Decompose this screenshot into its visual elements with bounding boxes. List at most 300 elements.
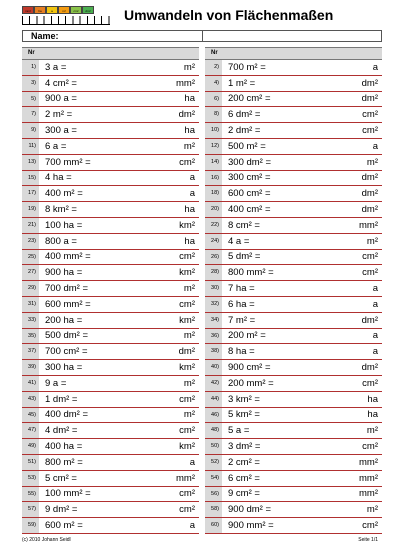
exercise-question: 500 dm² =: [45, 330, 89, 342]
exercise-number: 41): [22, 376, 39, 391]
exercise-row: [22, 186, 199, 202]
exercise-row: [22, 471, 199, 487]
exercise-question: 8 km² =: [45, 204, 77, 216]
exercise-number: 33): [22, 313, 39, 328]
target-unit: a: [372, 346, 378, 358]
exercise-row: [205, 297, 382, 313]
exercise-answer-area[interactable]: [222, 439, 382, 454]
exercise-number: 49): [22, 439, 39, 454]
exercise-answer-area[interactable]: [222, 76, 382, 91]
exercise-row: [22, 423, 199, 439]
exercise-question: 9 cm² =: [228, 488, 260, 500]
target-unit: km²: [179, 314, 195, 326]
exercise-number: 14): [205, 155, 222, 170]
exercise-answer-area[interactable]: [39, 518, 199, 533]
exercise-question: 800 mm² =: [228, 267, 274, 279]
exercise-number: 23): [22, 234, 39, 249]
exercise-question: 200 m² =: [228, 330, 266, 342]
exercise-number: 8): [205, 107, 222, 122]
exercise-answer-area[interactable]: [222, 60, 382, 75]
exercise-row: [205, 265, 382, 281]
exercise-number: 6): [205, 92, 222, 107]
exercise-row: [205, 518, 382, 534]
exercise-row: [22, 155, 199, 171]
exercise-question: 800 a =: [45, 235, 77, 247]
exercise-answer-area[interactable]: [39, 265, 199, 280]
target-unit: ha: [184, 93, 195, 105]
exercise-number: 12): [205, 139, 222, 154]
exercise-answer-area[interactable]: [39, 92, 199, 107]
exercise-number: 50): [205, 439, 222, 454]
exercise-answer-area[interactable]: [222, 455, 382, 470]
exercise-row: [205, 487, 382, 503]
exercise-question: 900 a =: [45, 93, 77, 105]
exercise-answer-area[interactable]: [222, 313, 382, 328]
target-unit: cm²: [179, 156, 195, 168]
target-unit: a: [189, 520, 195, 531]
exercise-answer-area[interactable]: [39, 155, 199, 170]
target-unit: ha: [184, 204, 195, 216]
target-unit: m²: [366, 504, 378, 516]
exercise-number: 54): [205, 471, 222, 486]
exercise-number: 45): [22, 408, 39, 423]
exercise-row: [205, 139, 382, 155]
exercise-question: 200 mm² =: [228, 377, 274, 389]
exercise-row: [205, 376, 382, 392]
tick-ruler: [22, 16, 110, 25]
exercise-number: 22): [205, 218, 222, 233]
exercise-answer-area[interactable]: [39, 392, 199, 407]
unit-scale-cell: mm²: [22, 6, 34, 14]
exercise-number: 47): [22, 423, 39, 438]
exercise-answer-area[interactable]: [222, 344, 382, 359]
exercise-question: 3 dm² =: [228, 441, 261, 453]
exercise-question: 4 dm² =: [45, 425, 78, 437]
exercise-row: [22, 281, 199, 297]
exercise-question: 500 m² =: [228, 140, 266, 152]
exercise-row: [205, 471, 382, 487]
exercise-answer-area[interactable]: [39, 281, 199, 296]
exercise-number: 24): [205, 234, 222, 249]
target-unit: cm²: [362, 125, 378, 137]
exercise-number: 35): [22, 329, 39, 344]
exercise-row: [22, 60, 199, 76]
exercise-answer-area[interactable]: [39, 502, 199, 517]
exercise-question: 700 cm² =: [45, 346, 88, 358]
exercise-question: 700 dm² =: [45, 283, 89, 295]
exercise-answer-area[interactable]: [39, 107, 199, 122]
exercise-question: 900 dm² =: [228, 504, 272, 516]
target-unit: a: [189, 188, 195, 200]
exercise-row: [22, 250, 199, 266]
exercise-question: 100 mm² =: [45, 488, 91, 500]
unit-scale-cell: m²: [58, 6, 70, 14]
target-unit: ha: [367, 409, 378, 421]
exercise-question: 200 ha =: [45, 314, 83, 326]
exercise-question: 900 mm² =: [228, 520, 274, 531]
exercise-question: 400 m² =: [45, 188, 83, 200]
exercise-row: [205, 123, 382, 139]
exercise-answer-area[interactable]: [222, 329, 382, 344]
target-unit: km²: [179, 441, 195, 453]
exercise-answer-area[interactable]: [222, 265, 382, 280]
target-unit: dm²: [361, 172, 378, 184]
unit-scale-cell: dm²: [82, 6, 94, 14]
exercise-answer-area[interactable]: [222, 107, 382, 122]
exercise-row: [22, 171, 199, 187]
exercise-row: [205, 107, 382, 123]
exercise-number: 30): [205, 281, 222, 296]
target-unit: ha: [367, 393, 378, 405]
exercise-answer-area[interactable]: [222, 281, 382, 296]
target-unit: a: [189, 172, 195, 184]
exercise-row: [22, 297, 199, 313]
exercise-answer-area[interactable]: [222, 408, 382, 423]
exercise-number: 21): [22, 218, 39, 233]
exercise-answer-area[interactable]: [39, 329, 199, 344]
target-unit: cm²: [179, 504, 195, 516]
exercise-answer-area[interactable]: [39, 471, 199, 486]
exercise-answer-area[interactable]: [222, 297, 382, 312]
target-unit: m²: [183, 330, 195, 342]
exercise-row: [22, 313, 199, 329]
exercise-question: 2 dm² =: [228, 125, 261, 137]
name-field[interactable]: [203, 31, 381, 41]
exercise-answer-area[interactable]: [39, 297, 199, 312]
exercise-number: 15): [22, 171, 39, 186]
exercise-row: [205, 408, 382, 424]
target-unit: a: [372, 283, 378, 295]
exercise-row: [22, 439, 199, 455]
exercise-number: 7): [22, 107, 39, 122]
exercise-answer-area[interactable]: [39, 123, 199, 138]
exercise-row: [205, 202, 382, 218]
exercise-question: 9 dm² =: [45, 504, 78, 516]
exercise-row: [205, 344, 382, 360]
exercise-number: 32): [205, 297, 222, 312]
exercise-number: 3): [22, 76, 39, 91]
exercise-answer-area[interactable]: [39, 360, 199, 375]
target-unit: cm²: [179, 298, 195, 310]
exercise-row: [205, 329, 382, 345]
target-unit: dm²: [361, 362, 378, 374]
target-unit: mm²: [359, 219, 378, 231]
exercise-answer-area[interactable]: [39, 344, 199, 359]
exercise-question: 900 ha =: [45, 267, 83, 279]
exercise-answer-area[interactable]: [222, 423, 382, 438]
target-unit: m²: [183, 140, 195, 152]
exercise-question: 7 m² =: [228, 314, 256, 326]
exercise-question: 3 km² =: [228, 393, 260, 405]
target-unit: ha: [184, 235, 195, 247]
target-unit: m²: [366, 425, 378, 437]
target-unit: mm²: [176, 472, 195, 484]
exercise-question: 2 m² =: [45, 109, 73, 121]
target-unit: mm²: [176, 77, 195, 89]
exercise-row: [22, 487, 199, 503]
exercise-answer-area[interactable]: [222, 186, 382, 201]
exercise-number: 40): [205, 360, 222, 375]
target-unit: m²: [183, 283, 195, 295]
exercise-row: [22, 139, 199, 155]
exercise-question: 8 ha =: [228, 346, 255, 358]
target-unit: cm²: [362, 109, 378, 121]
exercise-number: 57): [22, 502, 39, 517]
target-unit: cm²: [179, 251, 195, 263]
exercise-number: 20): [205, 202, 222, 217]
exercise-row: [22, 107, 199, 123]
exercise-question: 900 cm² =: [228, 362, 271, 374]
exercise-row: [205, 218, 382, 234]
exercise-answer-area[interactable]: [222, 155, 382, 170]
exercise-question: 100 ha =: [45, 219, 83, 231]
target-unit: cm²: [179, 488, 195, 500]
exercise-question: 6 a =: [45, 140, 67, 152]
exercise-row: [205, 423, 382, 439]
exercise-number: 29): [22, 281, 39, 296]
exercise-question: 4 a =: [228, 235, 250, 247]
target-unit: dm²: [361, 314, 378, 326]
exercise-number: 52): [205, 455, 222, 470]
exercise-number: 48): [205, 423, 222, 438]
exercise-answer-area[interactable]: [222, 360, 382, 375]
exercise-row: [22, 234, 199, 250]
exercise-question: 400 dm² =: [45, 409, 89, 421]
exercise-row: [22, 408, 199, 424]
exercise-number: 17): [22, 186, 39, 201]
target-unit: ha: [184, 125, 195, 137]
exercise-question: 6 cm² =: [228, 472, 260, 484]
exercise-number: 27): [22, 265, 39, 280]
exercise-row: [22, 502, 199, 518]
column-header: Nr: [22, 48, 199, 60]
exercise-number: 59): [22, 518, 39, 533]
column-header: Nr: [205, 48, 382, 60]
exercise-number: 16): [205, 171, 222, 186]
exercise-row: [205, 455, 382, 471]
exercise-row: [205, 392, 382, 408]
target-unit: a: [372, 330, 378, 342]
exercise-row: [205, 360, 382, 376]
target-unit: cm²: [362, 251, 378, 263]
exercise-number: 25): [22, 250, 39, 265]
exercise-answer-area[interactable]: [39, 234, 199, 249]
exercise-number: 9): [22, 123, 39, 138]
unit-scale-cell: a: [46, 6, 58, 14]
exercise-answer-area[interactable]: [39, 487, 199, 502]
exercise-question: 300 ha =: [45, 362, 83, 374]
exercise-number: 36): [205, 329, 222, 344]
target-unit: m²: [183, 377, 195, 389]
exercise-row: [22, 455, 199, 471]
target-unit: a: [189, 456, 195, 468]
unit-scale-cell: cm²: [70, 6, 82, 14]
target-unit: cm²: [362, 520, 378, 531]
exercise-answer-area[interactable]: [222, 202, 382, 217]
exercise-row: [22, 123, 199, 139]
target-unit: dm²: [178, 346, 195, 358]
exercise-row: [22, 76, 199, 92]
exercise-number: 10): [205, 123, 222, 138]
exercise-answer-area[interactable]: [39, 60, 199, 75]
target-unit: dm²: [361, 188, 378, 200]
exercise-answer-area[interactable]: [222, 502, 382, 517]
target-unit: dm²: [361, 77, 378, 89]
target-unit: mm²: [359, 456, 378, 468]
exercise-answer-area[interactable]: [222, 92, 382, 107]
exercise-answer-area[interactable]: [39, 313, 199, 328]
exercise-number: 42): [205, 376, 222, 391]
exercise-number: 26): [205, 250, 222, 265]
exercise-answer-area[interactable]: [39, 218, 199, 233]
exercise-row: [205, 60, 382, 76]
exercise-number: 37): [22, 344, 39, 359]
exercise-question: 300 cm² =: [228, 172, 271, 184]
exercise-question: 5 cm² =: [45, 472, 77, 484]
exercise-row: [205, 92, 382, 108]
exercise-answer-area[interactable]: [222, 234, 382, 249]
exercise-number: 28): [205, 265, 222, 280]
exercise-answer-area[interactable]: [39, 202, 199, 217]
exercise-row: [205, 313, 382, 329]
exercise-row: [22, 344, 199, 360]
exercise-row: [205, 76, 382, 92]
exercise-number: 34): [205, 313, 222, 328]
exercise-question: 2 cm² =: [228, 456, 260, 468]
exercise-question: 200 cm² =: [228, 93, 271, 105]
exercise-question: 6 dm² =: [228, 109, 261, 121]
target-unit: cm²: [362, 377, 378, 389]
exercise-number: 53): [22, 471, 39, 486]
left-column: [22, 47, 199, 534]
exercise-number: 13): [22, 155, 39, 170]
exercise-number: 31): [22, 297, 39, 312]
exercise-answer-area[interactable]: [39, 455, 199, 470]
worksheet-title: Umwandeln von Flächenmaßen: [124, 7, 334, 23]
unit-scale-cell: ha: [34, 6, 46, 14]
exercise-question: 600 m² =: [45, 520, 83, 531]
exercise-answer-area[interactable]: [39, 139, 199, 154]
exercise-row: [22, 202, 199, 218]
exercise-question: 9 a =: [45, 377, 67, 389]
name-row: [22, 30, 382, 42]
exercise-question: 600 cm² =: [228, 188, 271, 200]
exercise-answer-area[interactable]: [222, 218, 382, 233]
exercise-row: [22, 360, 199, 376]
unit-scale: [22, 6, 94, 14]
exercise-row: [22, 265, 199, 281]
exercise-row: [205, 250, 382, 266]
exercise-question: 6 ha =: [228, 298, 255, 310]
exercise-number: 43): [22, 392, 39, 407]
exercise-row: [22, 92, 199, 108]
target-unit: a: [372, 61, 378, 73]
worksheet-header: [22, 5, 382, 29]
copyright-text: (c) 2010 Johann Seidl: [22, 537, 71, 543]
exercise-number: 56): [205, 487, 222, 502]
target-unit: mm²: [359, 488, 378, 500]
target-unit: m²: [366, 235, 378, 247]
exercise-answer-area[interactable]: [222, 487, 382, 502]
exercise-question: 400 ha =: [45, 441, 83, 453]
exercise-question: 400 mm² =: [45, 251, 91, 263]
exercise-question: 800 m² =: [45, 456, 83, 468]
exercise-question: 4 ha =: [45, 172, 72, 184]
exercise-question: 3 a =: [45, 61, 67, 73]
exercise-answer-area[interactable]: [39, 171, 199, 186]
exercise-number: 1): [22, 60, 39, 75]
exercise-question: 5 a =: [228, 425, 250, 437]
target-unit: km²: [179, 362, 195, 374]
exercise-question: 700 mm² =: [45, 156, 91, 168]
target-unit: mm²: [359, 472, 378, 484]
target-unit: m²: [366, 156, 378, 168]
target-unit: dm²: [361, 204, 378, 216]
exercise-answer-area[interactable]: [39, 376, 199, 391]
exercise-number: 55): [22, 487, 39, 502]
target-unit: km²: [179, 267, 195, 279]
exercise-number: 4): [205, 76, 222, 91]
exercise-answer-area[interactable]: [39, 423, 199, 438]
exercise-number: 18): [205, 186, 222, 201]
exercise-answer-area[interactable]: [39, 439, 199, 454]
exercise-answer-area[interactable]: [222, 250, 382, 265]
target-unit: dm²: [178, 109, 195, 121]
exercise-question: 1 dm² =: [45, 393, 78, 405]
exercise-number: 44): [205, 392, 222, 407]
target-unit: cm²: [362, 267, 378, 279]
target-unit: cm²: [179, 425, 195, 437]
exercise-answer-area[interactable]: [222, 392, 382, 407]
exercise-number: 46): [205, 408, 222, 423]
name-label: Name:: [23, 31, 203, 41]
target-unit: a: [372, 140, 378, 152]
exercise-answer-area[interactable]: [39, 408, 199, 423]
exercise-row: [205, 439, 382, 455]
exercise-answer-area[interactable]: [222, 471, 382, 486]
exercise-question: 7 ha =: [228, 283, 255, 295]
target-unit: cm²: [179, 393, 195, 405]
exercise-answer-area[interactable]: [39, 76, 199, 91]
target-unit: cm²: [362, 441, 378, 453]
target-unit: m²: [183, 61, 195, 73]
target-unit: a: [372, 298, 378, 310]
exercise-row: [22, 218, 199, 234]
exercise-number: 19): [22, 202, 39, 217]
exercise-answer-area[interactable]: [222, 171, 382, 186]
exercise-question: 5 dm² =: [228, 251, 261, 263]
exercise-number: 51): [22, 455, 39, 470]
exercise-answer-area[interactable]: [39, 250, 199, 265]
exercise-answer-area[interactable]: [222, 123, 382, 138]
exercise-answer-area[interactable]: [222, 139, 382, 154]
exercise-answer-area[interactable]: [222, 376, 382, 391]
exercise-row: [205, 502, 382, 518]
exercise-number: 38): [205, 344, 222, 359]
exercise-answer-area[interactable]: [39, 186, 199, 201]
target-unit: dm²: [361, 93, 378, 105]
exercise-number: 60): [205, 518, 222, 533]
exercise-question: 600 mm² =: [45, 298, 91, 310]
exercise-number: 58): [205, 502, 222, 517]
exercise-row: [205, 234, 382, 250]
exercise-question: 4 cm² =: [45, 77, 77, 89]
exercise-row: [22, 518, 199, 534]
exercise-answer-area[interactable]: [222, 518, 382, 533]
page-number: Seite 1/1: [358, 537, 378, 543]
exercise-row: [22, 376, 199, 392]
exercise-row: [22, 329, 199, 345]
